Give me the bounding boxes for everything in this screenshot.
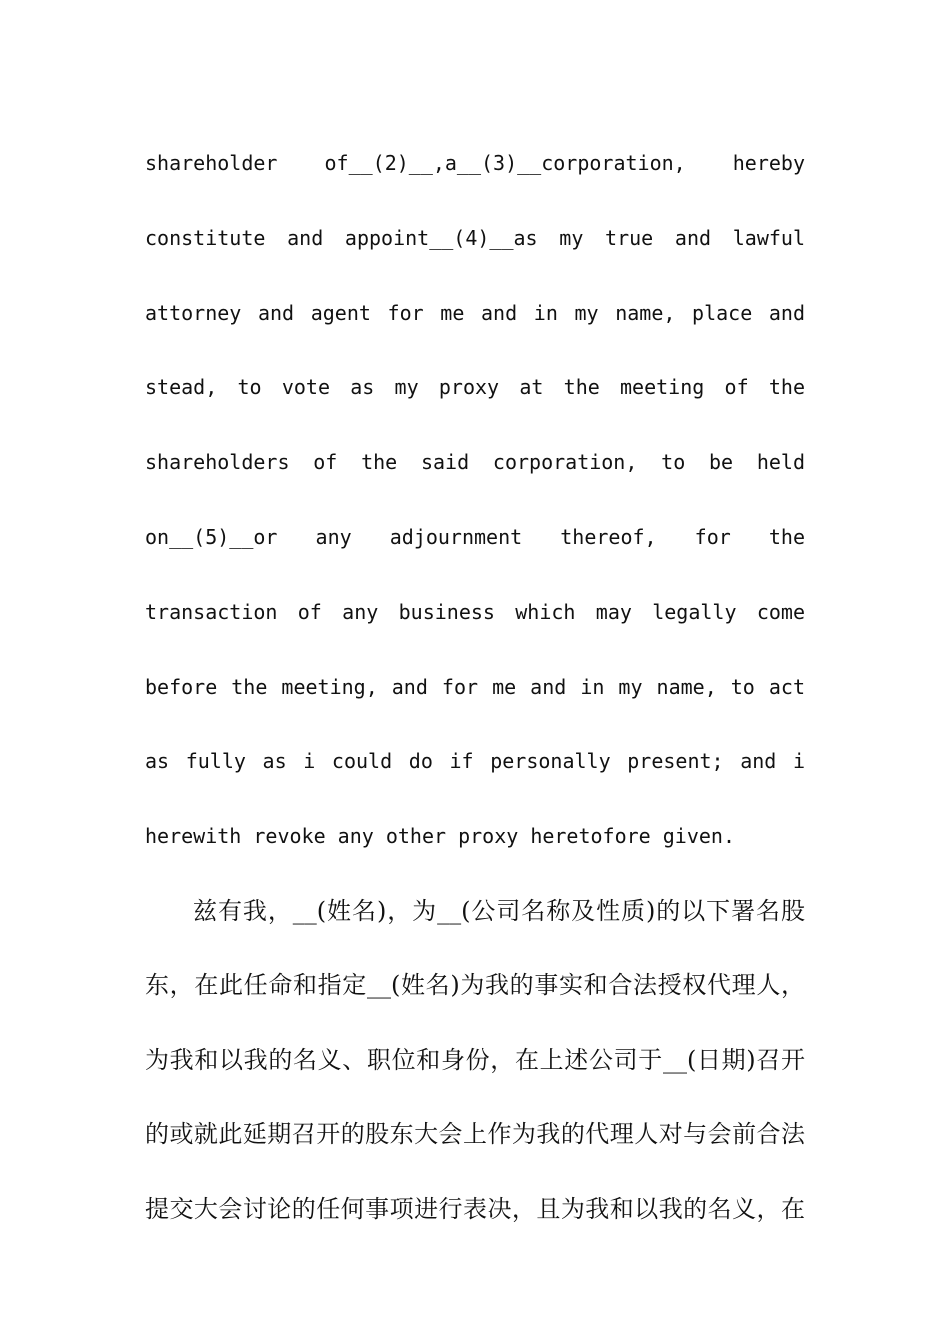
paragraph-line: transaction of any business which may legally come [145, 599, 805, 624]
paragraph-line: 的或就此延期召开的股东大会上作为我的代理人对与会前合法 [145, 1120, 805, 1149]
paragraph-line: 东，在此任命和指定__(姓名)为我的事实和合法授权代理人， [145, 971, 805, 1000]
paragraph-line: constitute and appoint__(4)__as my true and lawful [145, 225, 805, 250]
paragraph-line: shareholder of__(2)__,a__(3)__corporation, hereby [145, 151, 805, 175]
english-paragraph [145, 126, 805, 874]
chinese-paragraph [145, 874, 805, 1247]
paragraph-line: shareholders of the said corporation, to be held [145, 450, 805, 475]
paragraph-line: attorney and agent for me and in my name, place and [145, 300, 805, 325]
paragraph-line: as fully as i could do if personally present; and i [145, 749, 805, 774]
paragraph-line: before the meeting, and for me and in my name, to act [145, 674, 805, 699]
paragraph-line: stead, to vote as my proxy at the meeting of the [145, 375, 805, 400]
paragraph-line: herewith revoke any other proxy heretofore given. [145, 824, 736, 849]
paragraph-line: 兹有我，__(姓名)，为__(公司名称及性质)的以下署名股 [193, 896, 805, 925]
paragraph-line: 为我和以我的名义、职位和身份，在上述公司于__(日期)召开 [145, 1045, 805, 1074]
paragraph-line: on__(5)__or any adjournment thereof, for the [145, 524, 805, 549]
paragraph-line: 提交大会讨论的任何事项进行表决，且为我和以我的名义，在 [145, 1194, 805, 1223]
document-body [145, 126, 805, 1246]
